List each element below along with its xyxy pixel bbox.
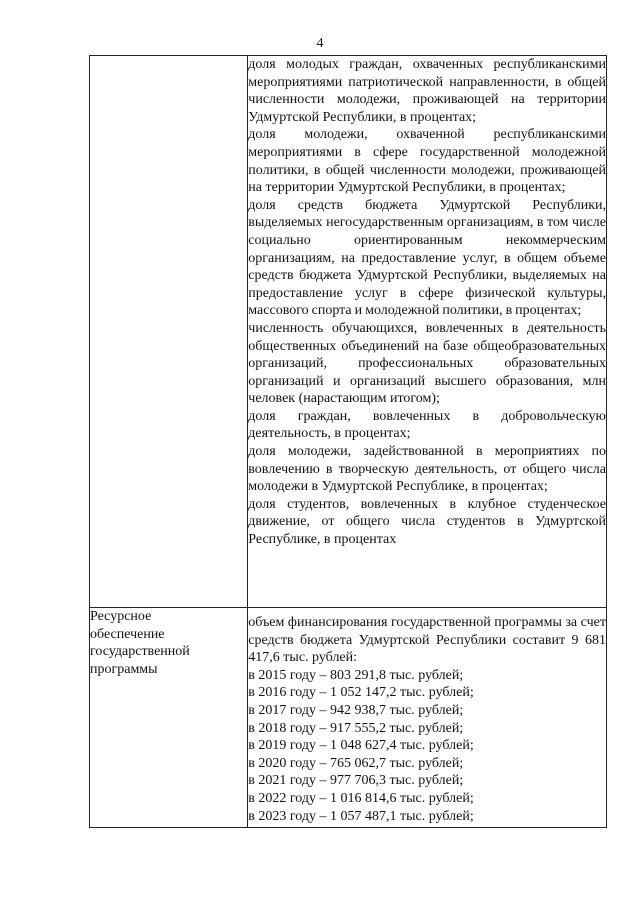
indicators-cell: [248, 56, 607, 608]
resources-label-cell: [90, 608, 248, 828]
year-amount: в 2019 году – 1 048 627,4 тыс. рублей;: [248, 738, 474, 754]
year-amount: в 2021 году – 977 706,3 тыс. рублей;: [248, 773, 464, 789]
resources-label: Ресурсное обеспечение государственной программы: [90, 609, 190, 677]
year-amount: в 2018 году – 917 555,2 тыс. рублей;: [248, 720, 464, 736]
resources-cell: [248, 608, 607, 828]
year-amount: в 2016 году – 1 052 147,2 тыс. рублей;: [248, 685, 474, 701]
year-amount: в 2020 году – 765 062,7 тыс. рублей;: [248, 755, 464, 771]
indicator-item: доля молодых граждан, охваченных республиканскими мероприятиями патриотической направленности, в общей численности молодежи, проживающей на территории Удмуртской Республики, в процентах;: [248, 57, 606, 125]
year-amount: в 2023 году – 1 057 487,1 тыс. рублей;: [248, 808, 474, 824]
year-amount: в 2022 году – 1 016 814,6 тыс. рублей;: [248, 790, 474, 806]
year-amount: в 2017 году – 942 938,7 тыс. рублей;: [248, 702, 464, 718]
resources-intro: объем финансирования государственной программы за счет средств бюджета Удмуртской Республики составит 9 681 417,6 тыс. рублей:: [248, 615, 606, 666]
indicator-item: доля студентов, вовлеченных в клубное студенческое движение, от общего числа студентов в Удмуртской Республике, в процентах: [248, 496, 606, 548]
indicator-item: численность обучающихся, вовлеченных в деятельность общественных объединений на базе общеобразовательных организаций, профессиональных образовательных организаций и организаций высшего образования, млн человек (нарастающим итогом);: [248, 320, 606, 407]
program-passport-table: [89, 55, 607, 828]
page-number: 4: [316, 36, 324, 51]
table-row: [90, 56, 607, 608]
indicator-item: доля молодежи, задействованной в мероприятиях по вовлечению в творческую деятельность, от общего числа молодежи в Удмуртской Республике, в процентах;: [248, 444, 606, 495]
table-row: [90, 608, 607, 828]
indicator-item: доля средств бюджета Удмуртской Республики, выделяемых негосударственным организациям, в том числе социально ориентированным некоммерческим организациям, на предоставление услуг, в общем объеме средств бюджета Удмуртской Республики, выделяемых на предоставление услуг в сфере физической культуры, массового спорта и молодежной политики, в процентах;: [248, 197, 606, 319]
indicator-item: доля граждан, вовлеченных в добровольческую деятельность, в процентах;: [248, 408, 606, 442]
year-amount: в 2015 году – 803 291,8 тыс. рублей;: [248, 667, 464, 683]
indicator-item: доля молодежи, охваченной республиканскими мероприятиями в сфере государственной молодежной политики, в общей численности молодежи, проживающей на территории Удмуртской Республики, в процентах;: [248, 127, 606, 196]
row-label-cell: [90, 56, 248, 608]
